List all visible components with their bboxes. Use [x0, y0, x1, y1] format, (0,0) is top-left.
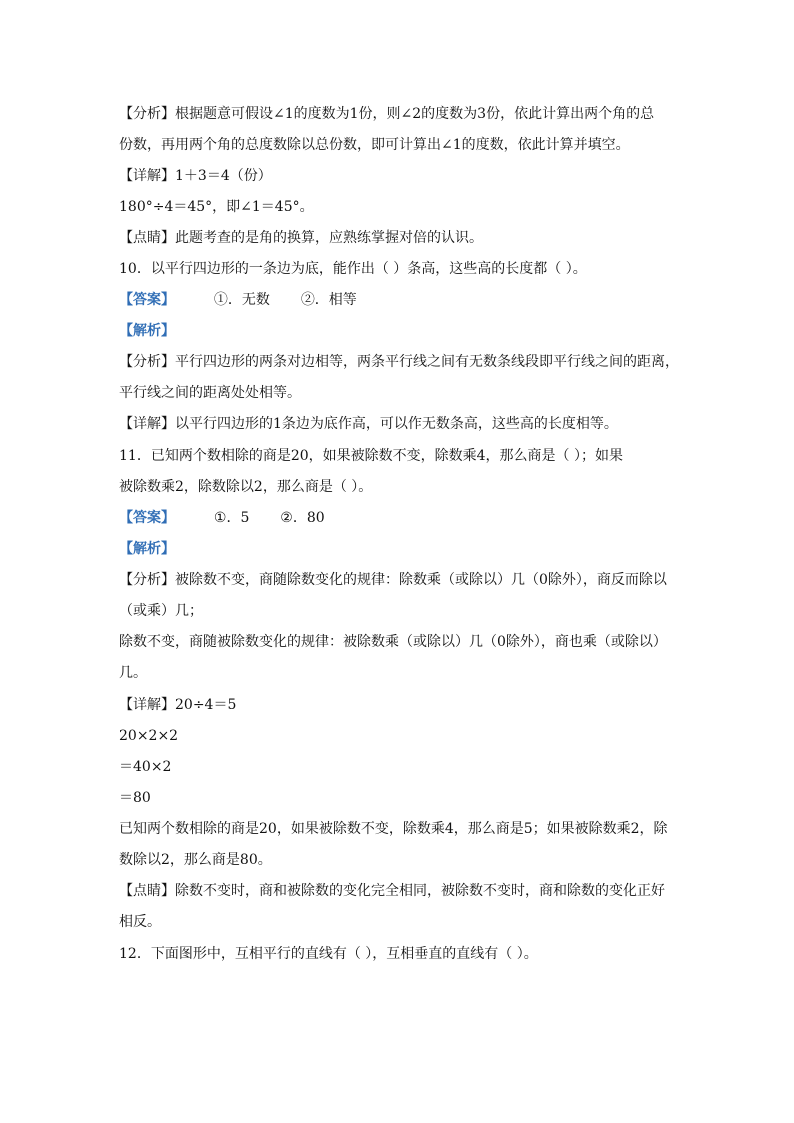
q10-detail: 【详解】以平行四边形的1条边为底作高，可以作无数条高，这些高的长度相等。: [119, 416, 618, 432]
q11-detail-line-1: 【详解】20÷4＝5: [119, 697, 237, 713]
q11-detail-line-4: ＝80: [119, 790, 151, 806]
q11-comment-line-2: 相反。: [119, 914, 161, 930]
q11-analysis-line-2: （或乘）几；: [119, 603, 203, 619]
q9-analysis-line-2: 份数，再用两个角的总度数除以总份数，即可计算出∠1的度数，依此计算并填空。: [119, 137, 630, 153]
q9-comment: 【点睛】此题考查的是角的换算，应熟练掌握对倍的认识。: [119, 230, 483, 246]
q11-explain-label: 【解析】: [119, 541, 175, 557]
q11-answer-2: ②．80: [280, 510, 325, 526]
q9-analysis-line-1: 【分析】根据题意可假设∠1的度数为1份，则∠2的度数为3份，依此计算出两个角的总: [119, 106, 655, 122]
q10-answer-2: ②．相等: [300, 292, 357, 308]
q10-analysis-line-2: 平行线之间的距离处处相等。: [119, 385, 301, 401]
q11-answer-row: [119, 508, 325, 528]
q11-analysis-line-1: 【分析】被除数不变，商随除数变化的规律：除数乘（或除以）几（0除外），商反而除以: [119, 572, 667, 588]
q10-answer-row: [119, 290, 357, 310]
q11-question-line-2: 被除数乘2，除数除以2，那么商是（ ）。: [119, 479, 373, 495]
q11-comment-line-1: 【点睛】除数不变时，商和被除数的变化完全相同，被除数不变时，商和除数的变化正好: [119, 883, 665, 899]
q11-detail-line-3: ＝40×2: [119, 759, 172, 775]
q12-question: 12．下面图形中，互相平行的直线有（ ），互相垂直的直线有（ ）。: [119, 946, 538, 962]
q9-detail-line-1: 【详解】1＋3＝4（份）: [119, 168, 272, 184]
q10-answer-label: 【答案】: [119, 292, 175, 308]
q11-question-line-1: 11．已知两个数相除的商是20，如果被除数不变，除数乘4，那么商是（ ）；如果: [119, 448, 623, 464]
q11-answer-label: 【答案】: [119, 510, 175, 526]
q11-analysis-line-3: 除数不变，商随被除数变化的规律：被除数乘（或除以）几（0除外），商也乘（或除以）: [119, 634, 667, 650]
q10-question: 10．以平行四边形的一条边为底，能作出（ ）条高，这些高的长度都（ ）。: [119, 261, 587, 277]
q9-detail-line-2: 180°÷4＝45°，即∠1＝45°。: [119, 199, 314, 215]
q11-conclusion-line-1: 已知两个数相除的商是20，如果被除数不变，除数乘4，那么商是5；如果被除数乘2，除: [119, 821, 668, 837]
q11-conclusion-line-2: 数除以2，那么商是80。: [119, 852, 272, 868]
q11-analysis-line-4: 几。: [119, 665, 147, 681]
q11-detail-line-2: 20×2×2: [119, 728, 179, 744]
q10-answer-1: ①．无数: [213, 292, 270, 308]
q10-analysis-line-1: 【分析】平行四边形的两条对边相等，两条平行线之间有无数条线段即平行线之间的距离，: [119, 354, 679, 370]
q11-answer-1: ①．5: [213, 510, 250, 526]
q10-explain-label: 【解析】: [119, 323, 175, 339]
